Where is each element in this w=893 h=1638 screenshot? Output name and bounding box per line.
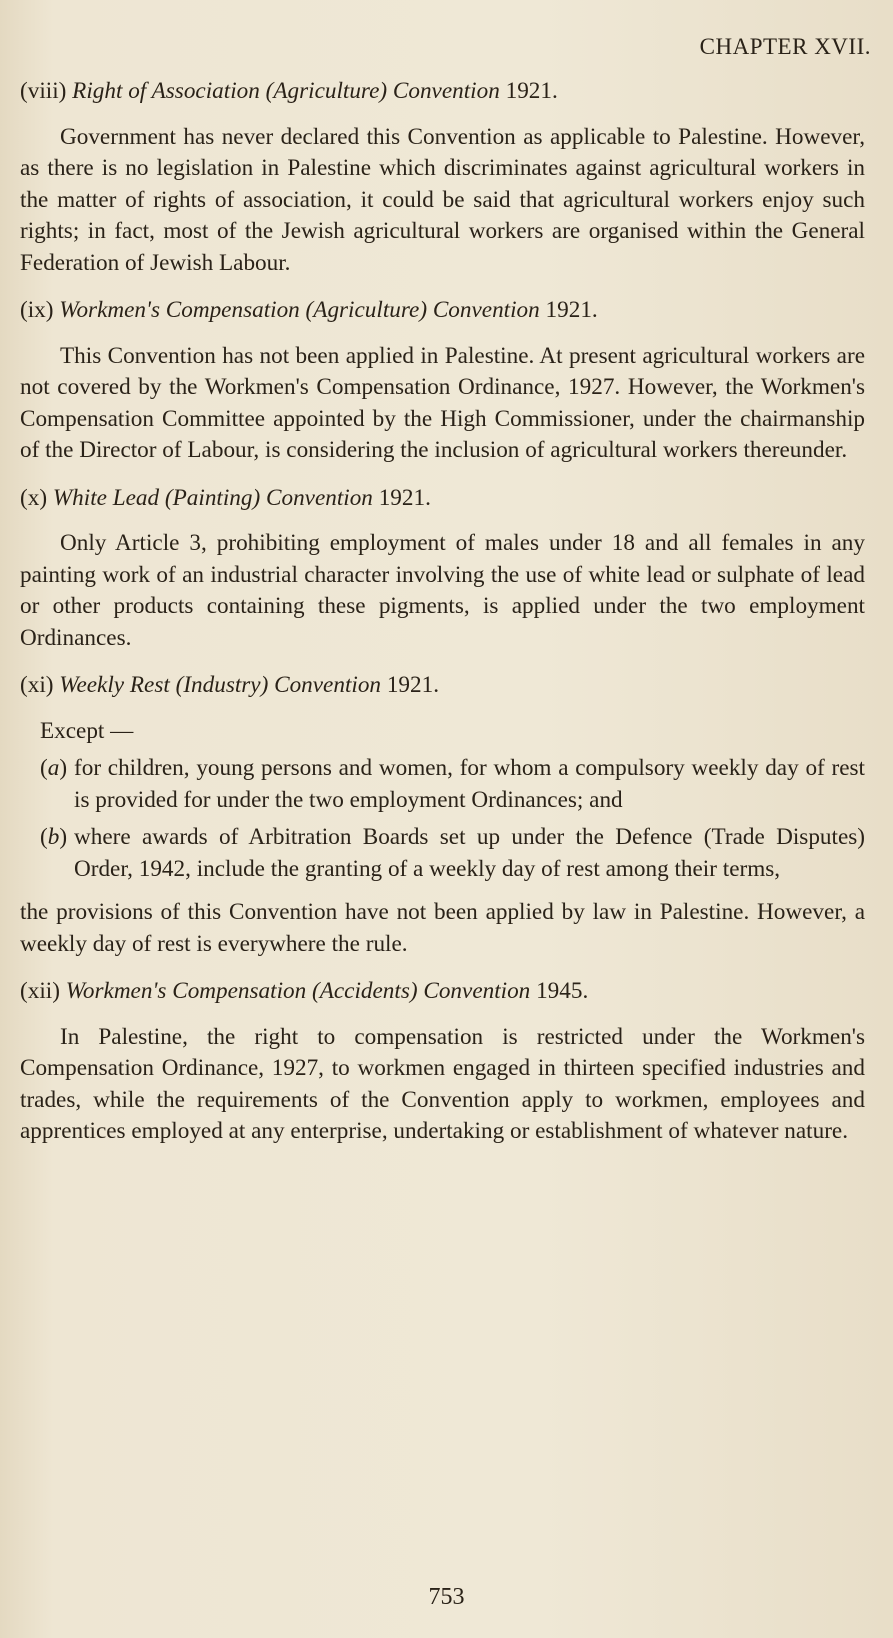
page-content	[20, 76, 865, 1164]
section-body-viii: Government has never declared this Convention as applicable to Palestine. However, as there is no legislation in Palestine which discriminates against agricultural workers in the matter of rights of association, it could be said that agricultural workers enjoy such rights; in fact, most of the Jewish agricultural workers are organised within the General Federation of Jewish Labour.	[20, 123, 865, 276]
list-item	[40, 753, 865, 816]
section-heading-viii	[20, 76, 865, 108]
section-heading-xii	[20, 976, 865, 1008]
section-title: White Lead (Painting) Convention	[52, 484, 373, 511]
page-number: 753	[428, 1584, 465, 1610]
section-title: Workmen's Compensation (Agriculture) Convention	[59, 297, 540, 323]
section-title: Weekly Rest (Industry) Convention	[59, 672, 382, 698]
list-item	[40, 822, 865, 885]
running-head: CHAPTER XVII.	[699, 34, 871, 59]
section-heading-ix	[20, 295, 865, 327]
section-number: (x)	[20, 484, 48, 511]
section-heading-xi	[20, 670, 865, 702]
section-body-x: Only Article 3, prohibiting employment of males under 18 and all females in any painting work of an industrial character involving the use of white lead or sulphate of lead or other products containing these pigments, is applied under the two employment Ordinances.	[20, 530, 865, 651]
section-year: 1945.	[536, 978, 589, 1004]
section-body-xii: In Palestine, the right to compensation is restricted under the Workmen's Compensation Ordinance, 1927, to workmen engaged in thirteen specified industries and trades, while the requirements of the Convention apply to workmen, employees and apprentices employed at any enterprise, undertaking or establishment of whatever nature.	[20, 1023, 865, 1144]
list-item-label: (a)	[40, 755, 68, 781]
list-item-text: for children, young persons and women, for whom a compulsory weekly day of rest is provided for under the two employment Ordinances; and	[74, 755, 865, 813]
section-title: Workmen's Compensation (Accidents) Convention	[65, 978, 531, 1004]
except-line: Except —	[40, 717, 134, 744]
section-title: Right of Association (Agriculture) Convention	[72, 78, 500, 104]
section-number: (xii)	[20, 978, 60, 1004]
section-year: 1921.	[378, 484, 431, 511]
section-year: 1921.	[386, 672, 439, 698]
section-number: (xi)	[20, 672, 54, 698]
section-number: (ix)	[20, 297, 54, 323]
section-heading-x	[20, 483, 865, 515]
section-number: (viii)	[20, 78, 67, 104]
section-year: 1921.	[545, 297, 598, 323]
list-item-text: where awards of Arbitration Boards set up under the Defence (Trade Disputes) Order, 1942, include the granting of a weekly day of rest among their terms,	[74, 824, 865, 882]
section-year: 1921.	[505, 78, 558, 104]
section-continuation-xi: the provisions of this Convention have not been applied by law in Palestine. However, a weekly day of rest is everywhere the rule.	[20, 899, 865, 957]
list-item-label: (b)	[40, 824, 68, 850]
section-body-ix: This Convention has not been applied in Palestine. At present agricultural workers are not covered by the Workmen's Compensation Ordinance, 1927. However, the Workmen's Compensation Committee appointed by the High Commissioner, under the chairmanship of the Director of Labour, is considering the inclusion of agricultural workers thereunder.	[20, 342, 865, 463]
